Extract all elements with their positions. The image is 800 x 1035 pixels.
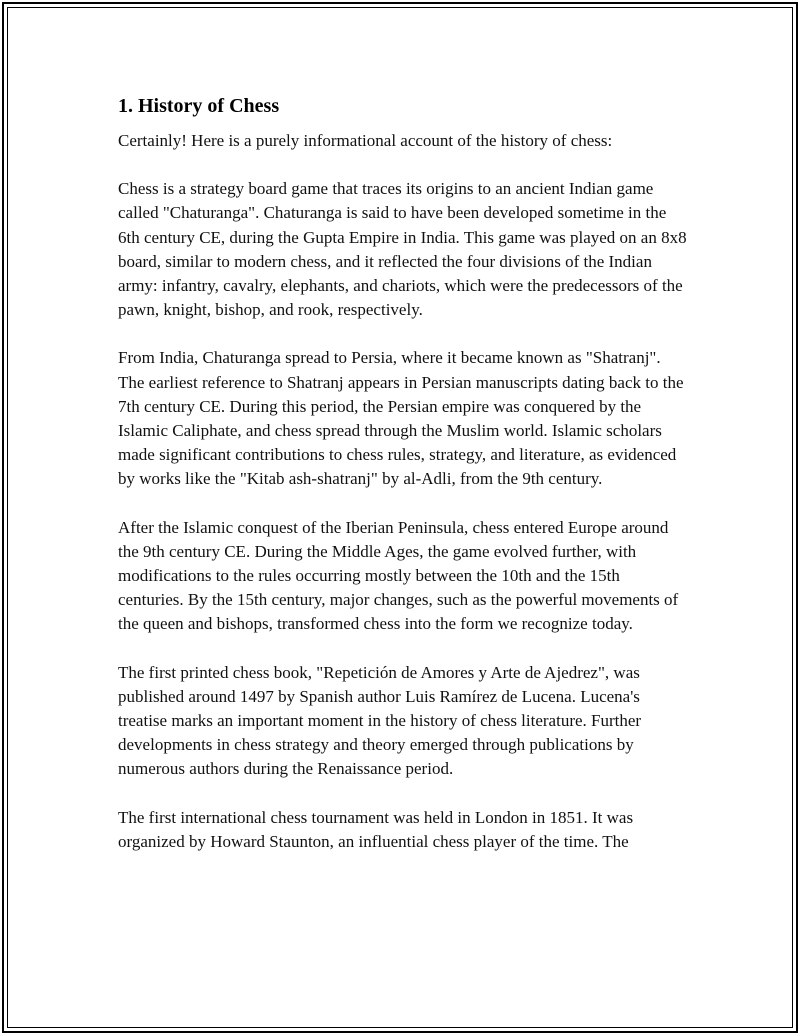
section-heading: 1. History of Chess [118,95,280,117]
intro-paragraph: Certainly! Here is a purely informational account of the history of chess: [118,131,613,150]
paragraph-origins: Chess is a strategy board game that traces its origins to an ancient Indian game called "Chaturanga". Chaturanga is said to have been developed sometime in the 6th century CE, during the Gupta Empire in India. This game was played on an 8x8 board, similar to modern chess, and it reflected the four divisions of the Indian army: infantry, cavalry, elephants, and chariots, which were the predecessors of the pawn, knight, bishop, and rook, respectively. [118,179,687,320]
paragraph-persia: From India, Chaturanga spread to Persia, where it became known as "Shatranj". The earliest reference to Shatranj appears in Persian manuscripts dating back to the 7th century CE. During this period, the Persian empire was conquered by the Islamic Caliphate, and chess spread through the Muslim world. Islamic scholars made significant contributions to chess rules, strategy, and literature, as evidenced by works like the "Kitab ash-shatranj" by al-Adli, from the 9th century. [118,348,684,489]
document-body [118,92,688,878]
paragraph-printed-book: The first printed chess book, "Repetición de Amores y Arte de Ajedrez", was published around 1497 by Spanish author Luis Ramírez de Lucena. Lucena's treatise marks an important moment in the history of chess literature. Further developments in chess strategy and theory emerged through publications by numerous authors during the Renaissance period. [118,662,642,779]
paragraph-europe: After the Islamic conquest of the Iberian Peninsula, chess entered Europe around the 9th century CE. During the Middle Ages, the game evolved further, with modifications to the rules occurring mostly between the 10th and the 15th centuries. By the 15th century, major changes, such as the powerful movements of the queen and bishops, transformed chess into the form we recognize today. [118,517,679,634]
paragraph-tournament: The first international chess tournament was held in London in 1851. It was organized by Howard Staunton, an influential chess player of the time. The [118,807,634,851]
